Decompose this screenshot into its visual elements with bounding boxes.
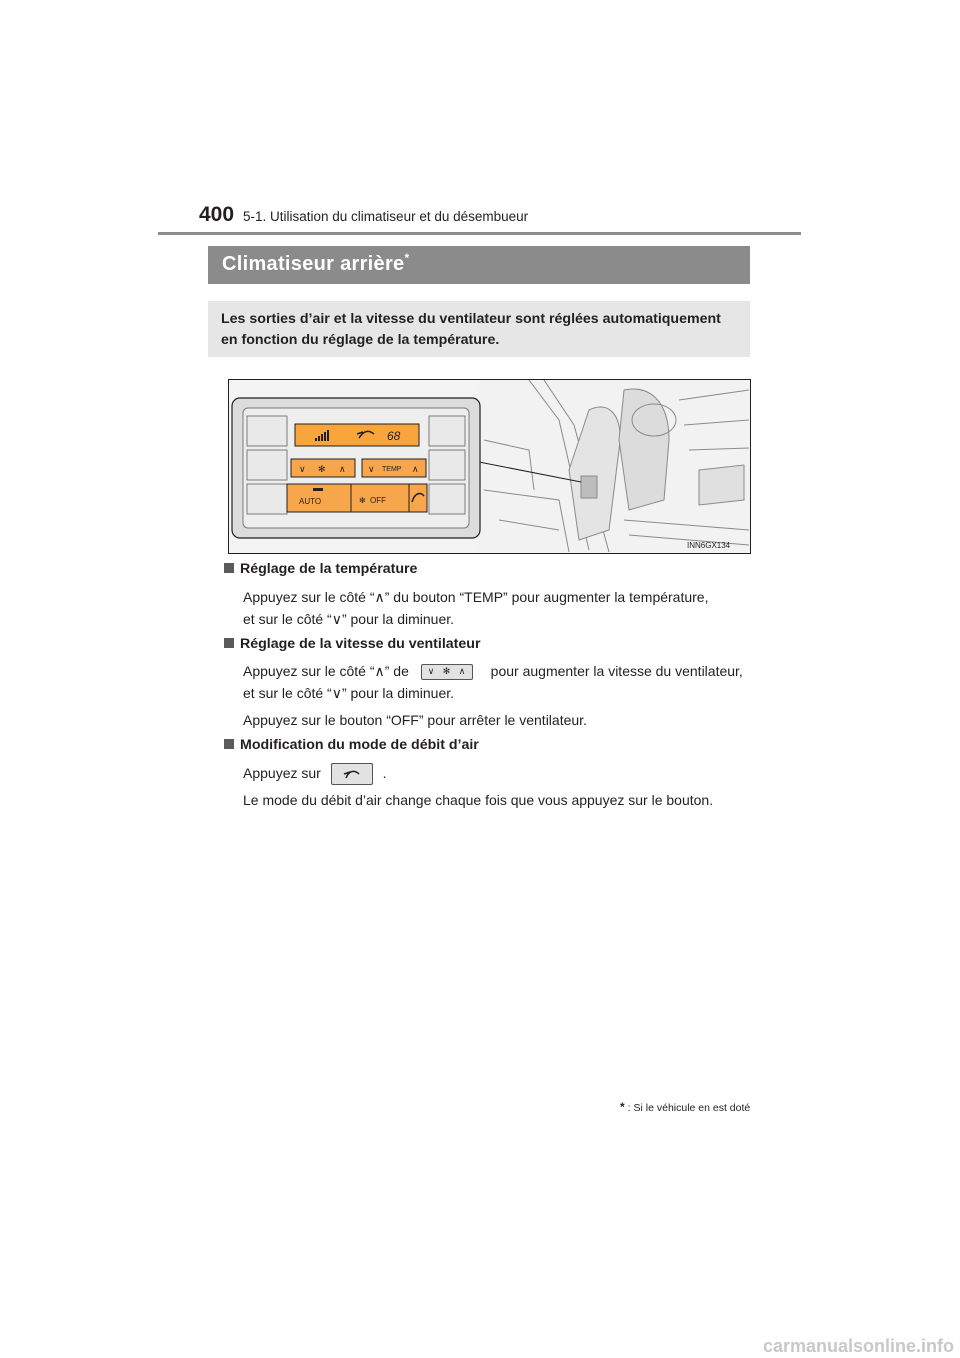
section-title-bar (208, 246, 750, 284)
off-label: OFF (370, 496, 386, 505)
fan-up-icon: ∧ (339, 464, 346, 474)
temperature-line-2: et sur le côté “∨” pour la diminuer. (243, 611, 455, 627)
airflow-line-1-after: . (382, 765, 387, 781)
airflow-line-1-before: Appuyez sur (243, 765, 321, 781)
auto-label: AUTO (299, 497, 322, 506)
intro-text: Les sorties d’air et la vitesse du ventilateur sont réglées automatiquement en fonction du réglage de la température. (221, 311, 721, 348)
inline-fan-rocker-icon: ∨ ✻ ∧ (421, 664, 473, 680)
section-title-text: Climatiseur arrière (222, 253, 405, 275)
heading-temperature (224, 561, 417, 577)
square-bullet-icon (224, 739, 234, 749)
heading-airflow-mode (224, 737, 479, 753)
fan-speed-line-3: Appuyez sur le bouton “OFF” pour arrêter le ventilateur. (243, 712, 587, 728)
display-temperature: 68 (387, 429, 401, 443)
heading-temperature-text: Réglage de la température (240, 561, 418, 577)
auto-indicator (313, 488, 323, 491)
fan-speed-line-1-before: Appuyez sur le côté “∧” de (243, 663, 409, 679)
intro-box (208, 301, 750, 357)
airflow-icon (332, 764, 372, 784)
footnote (620, 1100, 750, 1114)
page-number: 400 (199, 203, 235, 226)
footnote-mark: * (620, 1100, 625, 1114)
car-interior-drawing (479, 380, 750, 553)
heading-airflow-mode-text: Modification du mode de débit d’air (240, 737, 479, 753)
square-bullet-icon (224, 563, 234, 573)
illustration-svg (229, 380, 750, 553)
fan-speed-line-2: et sur le côté “∨” pour la diminuer. (243, 685, 455, 701)
inline-airflow-button-icon (331, 763, 373, 785)
fan-speed-line-1-after: pour augmenter la vitesse du ventilateur, (490, 663, 743, 679)
fan-down-icon: ∨ (299, 464, 306, 474)
heading-fan-speed (224, 636, 481, 652)
square-bullet-icon (224, 638, 234, 648)
temperature-display (295, 424, 419, 446)
chapter-title: 5-1. Utilisation du climatiseur et du désembueur (243, 209, 529, 224)
fan-icon: ✻ (318, 464, 326, 474)
optional-mark: * (404, 251, 410, 265)
temp-down-icon: ∨ (368, 464, 375, 474)
temp-up-icon: ∧ (412, 464, 419, 474)
fan-speed-line-1 (243, 661, 743, 681)
temp-label: TEMP (382, 466, 402, 473)
fan-off-icon: ✻ (359, 496, 366, 505)
airflow-line-1 (243, 763, 387, 785)
footnote-text: : Si le véhicule en est doté (627, 1102, 751, 1114)
rear-climate-illustration (228, 379, 751, 554)
airflow-mode-button[interactable] (409, 484, 427, 512)
heading-fan-speed-text: Réglage de la vitesse du ventilateur (240, 636, 481, 652)
airflow-line-2: Le mode du débit d’air change chaque fois que vous appuyez sur le bouton. (243, 792, 714, 808)
section-title (222, 253, 409, 276)
header-rule (158, 232, 801, 235)
figure-code: INN6GX134 (687, 541, 731, 550)
temperature-line-1: Appuyez sur le côté “∧” du bouton “TEMP” pour augmenter la température, (243, 589, 709, 605)
watermark: carmanualsonline.info (762, 1336, 954, 1356)
